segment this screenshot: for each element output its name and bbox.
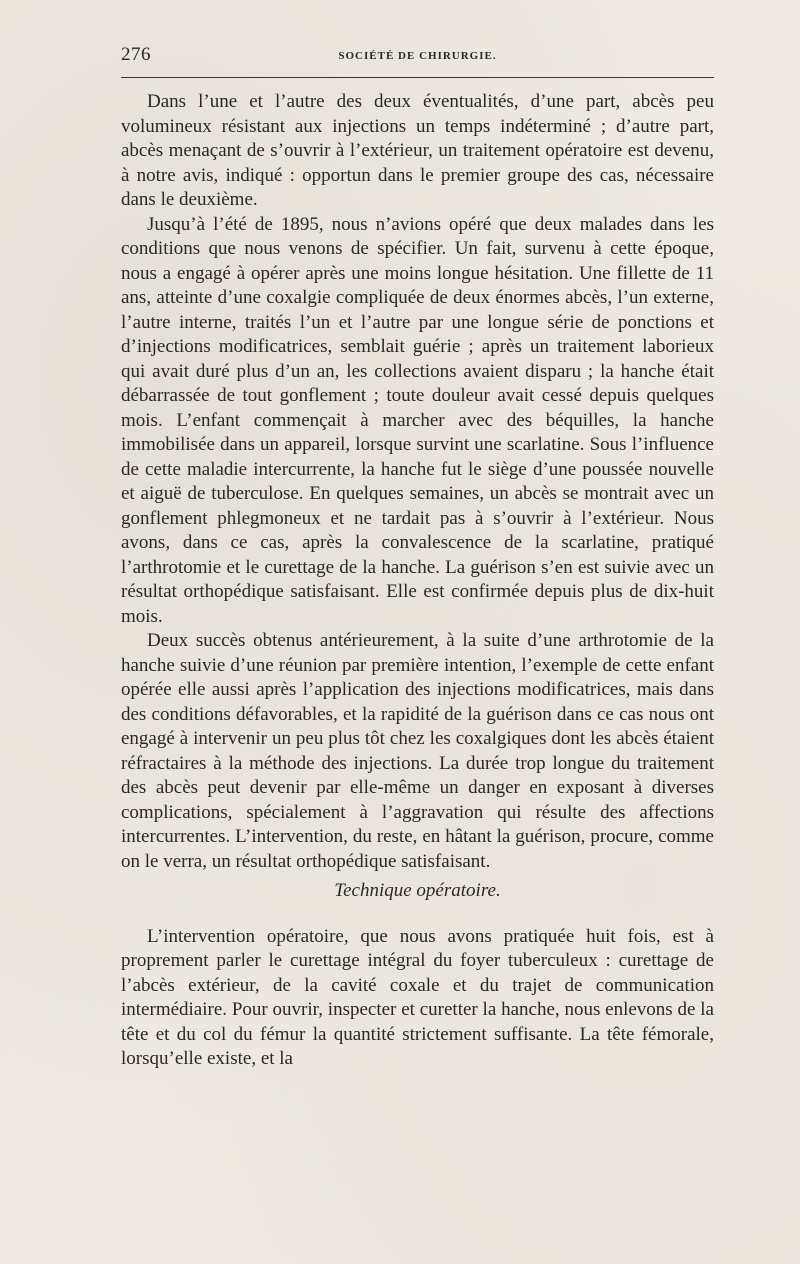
page-header xyxy=(121,44,714,70)
running-head: SOCIÉTÉ DE CHIRURGIE. xyxy=(338,50,497,62)
body-text xyxy=(121,90,714,1072)
section-title: Technique opératoire. xyxy=(334,880,501,901)
paragraph: Jusqu’à l’été de 1895, nous n’avions opéré que deux malades dans les conditions que nous venons de spécifier. Un fait, survenu à cette époque, nous a engagé à opérer après une moins longue hésitation. Une fillette de 11 ans, atteinte d’une coxalgie compliquée de deux énormes abcès, l’un externe, l’autre interne, traités l’un et l’autre par une longue série de ponctions et d’injections modificatrices, semblait guérie ; après un traitement laborieux qui avait duré plus d’un an, les collections avaient disparu ; la hanche était débarrassée de tout gonflement ; toute douleur avait cessé depuis quelques mois. L’enfant commençait à marcher avec des béquilles, la hanche immobilisée dans un appareil, lorsque survint une scarlatine. Sous l’influence de cette maladie intercurrente, la hanche fut le siège d’une poussée nouvelle et aiguë de tuberculose. En quelques semaines, un abcès se montrait avec un gonflement phlegmoneux et ne tardait pas à s’ouvrir à l’extérieur. Nous avons, dans ce cas, après la convalescence de la scarlatine, pratiqué l’arthrotomie et le curettage de la hanche. La guérison s’en est suivie avec un résultat orthopédique satisfaisant. Elle est confirmée depuis plus de dix-huit mois. xyxy=(121,213,714,627)
page-number: 276 xyxy=(121,44,151,65)
paragraph: Dans l’une et l’autre des deux éventualités, d’une part, abcès peu volumineux résistant aux injections un temps indéterminé ; d’autre part, abcès menaçant de s’ouvrir à l’extérieur, un traitement opératoire est devenu, à notre avis, indiqué : opportun dans le premier groupe des cas, nécessaire dans le deuxième. xyxy=(121,91,714,210)
header-rule xyxy=(121,77,714,78)
paragraph: L’intervention opératoire, que nous avons pratiquée huit fois, est à proprement parler le curettage intégral du foyer tuberculeux : curettage de l’abcès extérieur, de la cavité coxale et du trajet de communication intermédiaire. Pour ouvrir, inspecter et curetter la hanche, nous enlevons de la tête et du col du fémur la quantité strictement suffisante. La tête fémorale, lorsqu’elle existe, et la xyxy=(121,925,714,1069)
paragraph: Deux succès obtenus antérieurement, à la suite d’une arthrotomie de la hanche suivie d’une réunion par première intention, l’exemple de cette enfant opérée elle aussi après l’application des injections modificatrices, mais dans des conditions défavorables, et la rapidité de la guérison dans ce cas nous ont engagé à intervenir un peu plus tôt chez les coxalgiques dont les abcès étaient réfractaires à la méthode des injections. La durée trop longue du traitement des abcès peut devenir par elle-même un danger en exposant à diverses complications, spécialement à l’aggravation qui résulte des affections intercurrentes. L’intervention, du reste, en hâtant la guérison, procure, comme on le verra, un résultat orthopédique satisfaisant. xyxy=(121,630,714,872)
